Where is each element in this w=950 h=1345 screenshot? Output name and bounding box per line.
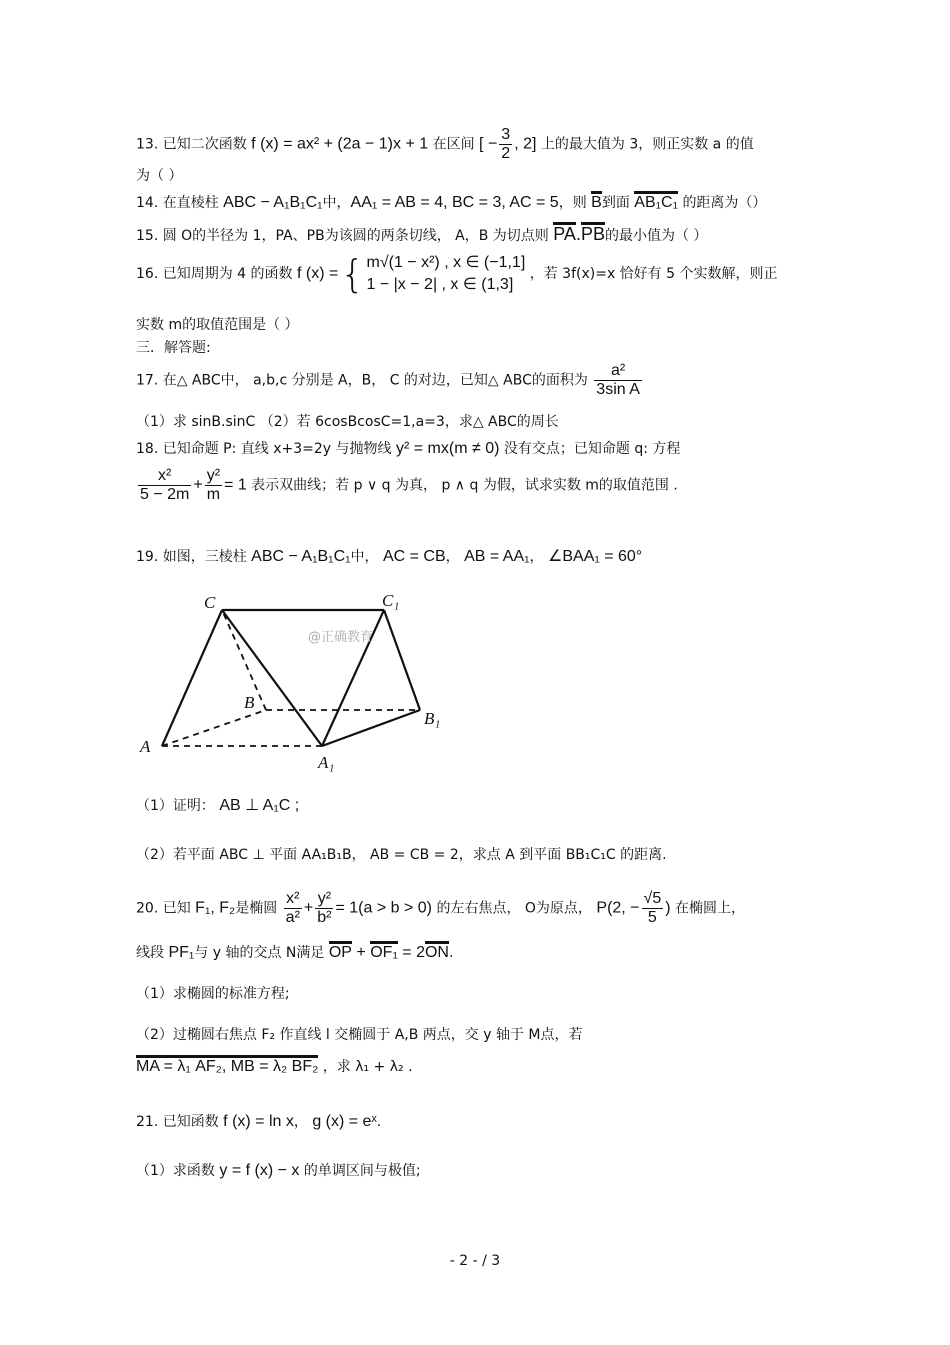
q21-end: . xyxy=(376,1114,382,1130)
q20-p-point: P(2, − xyxy=(596,899,640,917)
q16-line1 xyxy=(136,252,778,296)
q18-parabola: y² = mx(m ≠ 0) xyxy=(395,440,500,457)
q21-part1-suffix: 的单调区间与极值; xyxy=(303,1163,421,1179)
q15-line xyxy=(136,225,707,245)
q20-eq: = 1(a > b > 0) xyxy=(335,899,432,917)
page-footer: - 2 - / 3 xyxy=(449,1253,501,1269)
q20-foci: F₁, F₂ xyxy=(195,899,236,917)
q20-frac-y-den: b² xyxy=(317,909,332,926)
q20-line2-prefix: 线段 xyxy=(136,945,164,961)
q20-vec-on: ON xyxy=(424,944,449,961)
q19-prefix: 19. 如图，三棱柱 xyxy=(136,549,247,565)
q20-part2-end: ，求 λ₁ + λ₂ . xyxy=(322,1059,413,1075)
q18-frac-x-den: 5 − 2m xyxy=(140,486,190,503)
q20-part2-formula-line xyxy=(136,1058,413,1076)
q18-frac-x xyxy=(138,467,191,504)
q16-line2: 实数 m的取值范围是（ ） xyxy=(136,317,299,333)
q14-to-plane: 到面 xyxy=(601,195,630,211)
q21-sep: ， xyxy=(293,1114,308,1130)
q13-interval-close: , 2] xyxy=(514,135,537,153)
q19-part1-label: （1）证明： xyxy=(136,798,215,814)
q13-line1 xyxy=(136,126,754,163)
q20-part2-formula-a: MA = λ₁ AF₂ xyxy=(136,1058,222,1075)
q16-prefix: 16. 已知周期为 4 的函数 xyxy=(136,266,293,282)
q18-line2 xyxy=(136,467,678,504)
q20-prefix: 20. 已知 xyxy=(136,900,191,917)
q17-line2: （1）求 sinB.sinC （2）若 6cosBcosC=1,a=3，求△ ABC的周长 xyxy=(136,414,559,430)
q19-cond3: ∠BAA₁ = 60° xyxy=(548,548,643,565)
q20-part2: （2）过椭圆右焦点 F₂ 作直线 l 交椭圆于 A,B 两点，交 y 轴于 M点，若 xyxy=(136,1027,583,1043)
q13-mid: 在区间 xyxy=(432,136,475,153)
q20-vec-plus: + xyxy=(351,944,371,961)
q14-suffix: 的距离为（） xyxy=(682,195,767,211)
label-a1: A₁ xyxy=(318,753,335,772)
q20-part2-formula-b: , MB = λ₂ BF₂ xyxy=(221,1058,319,1075)
q20-mid: 的左右焦点， O为原点， xyxy=(436,900,592,917)
q20-suffix: 在椭圆上， xyxy=(675,900,745,917)
label-b: B xyxy=(244,693,255,712)
q16-piecewise xyxy=(367,252,526,296)
q16-brace: { xyxy=(340,252,365,296)
q18-text2: 表示双曲线；若 p ∨ q 为真， p ∧ q 为假，试求实数 m的取值范围 . xyxy=(251,477,678,494)
q19-cond1: AC = CB xyxy=(382,548,446,565)
q14-conditions: AA₁ = AB = 4, BC = 3, AC = 5 xyxy=(350,194,559,211)
q14-point: B xyxy=(591,194,602,211)
q20-pf1: PF₁ xyxy=(168,944,195,961)
figure-watermark: @正确教育 xyxy=(308,630,374,645)
q21-g: g (x) = eˣ xyxy=(312,1113,377,1130)
q21-prefix: 21. 已知函数 xyxy=(136,1114,219,1130)
q18-eq: = 1 xyxy=(224,476,247,494)
edge-a-b xyxy=(162,710,266,746)
q17-frac-den: 3sin A xyxy=(596,381,640,398)
q14-line xyxy=(136,194,766,212)
q17-line1 xyxy=(136,362,644,399)
q20-line2-mid: 与 y 轴的交点 N满足 xyxy=(194,945,325,961)
q16-case1: m√(1 − x²) , x ∈ (−1,1] xyxy=(366,254,526,271)
q19-mid: 中， xyxy=(350,549,379,565)
q20-part1: （1）求椭圆的标准方程; xyxy=(136,986,290,1002)
q21-part1 xyxy=(136,1162,421,1180)
q21-part1-formula: y = f (x) − x xyxy=(219,1162,300,1179)
q20-frac-x-num: x² xyxy=(284,890,302,909)
q14-plane: AB₁C₁ xyxy=(634,194,678,211)
q17-area-fraction xyxy=(594,362,642,399)
q20-line1 xyxy=(136,890,745,927)
q13-frac-num: 3 xyxy=(501,126,511,143)
q18-frac-y xyxy=(205,467,222,504)
q15-dot: . xyxy=(575,224,581,244)
label-c: C xyxy=(204,593,216,612)
q15-suffix: 的最小值为（ ） xyxy=(604,228,708,244)
q13-fraction xyxy=(499,126,512,163)
q19-part1 xyxy=(136,797,299,815)
q18-prefix: 18. 已知命题 P: 直线 x+3=2y 与抛物线 xyxy=(136,441,392,457)
q14-then: ，则 xyxy=(558,195,587,211)
q20-p-den: 5 xyxy=(647,909,657,926)
q21-part1-prefix: （1）求函数 xyxy=(136,1163,215,1179)
q20-vec-eq: = 2 xyxy=(397,944,425,961)
q15-text: 15. 圆 O的半径为 1，PA、PB为该圆的两条切线， A，B 为切点则 xyxy=(136,228,549,244)
q20-line2-end: . xyxy=(448,945,454,961)
q19-sep1: ， xyxy=(445,549,460,565)
q20-is-ellipse: 是椭圆 xyxy=(235,900,278,917)
q20-p-fraction xyxy=(642,890,664,927)
q15-vec-pb: PB xyxy=(580,224,605,244)
label-c1: C₁ xyxy=(382,591,400,610)
q20-frac-y-num: y² xyxy=(315,890,333,909)
q20-frac-y xyxy=(315,890,333,927)
q17-text: 17. 在△ ABC中， a,b,c 分别是 A，B， C 的对边，已知△ ABC的面积为 xyxy=(136,372,588,389)
q18-frac-y-den: m xyxy=(206,486,221,503)
q13-line2: 为（ ） xyxy=(136,168,183,184)
q19-sep2: ， xyxy=(529,549,544,565)
q18-frac-y-num: y² xyxy=(206,467,221,484)
q20-p-num: √5 xyxy=(643,890,662,907)
q20-p-close: ) xyxy=(665,899,671,917)
edge-c-a1 xyxy=(222,610,322,746)
q20-frac-x xyxy=(284,890,302,927)
q13-suffix: 上的最大值为 3，则正实数 a 的值 xyxy=(540,136,754,153)
q19-prism: ABC − A₁B₁C₁ xyxy=(251,548,351,565)
q13-frac-den: 2 xyxy=(501,145,511,162)
q20-frac-x-den: a² xyxy=(285,909,300,926)
q19-part1-formula: AB ⊥ A₁C ; xyxy=(219,797,300,814)
q13-prefix: 13. 已知二次函数 xyxy=(136,136,247,153)
q20-plus: + xyxy=(303,899,314,917)
q19-line xyxy=(136,548,642,566)
q19-cond2: AB = AA₁ xyxy=(464,548,530,565)
q20-vec-op: OP xyxy=(328,944,352,961)
prism-figure xyxy=(136,586,446,776)
q17-frac-num: a² xyxy=(594,362,642,381)
q14-prefix: 14. 在直棱柱 xyxy=(136,195,219,211)
q16-fx: f (x) = xyxy=(296,265,339,282)
q21-line xyxy=(136,1113,381,1131)
section-3-heading: 三．解答题: xyxy=(136,340,211,356)
q13-formula: f (x) = ax² + (2a − 1)x + 1 xyxy=(251,135,429,153)
q20-line2 xyxy=(136,944,453,962)
q13-interval-open: [ − xyxy=(479,135,498,153)
q14-mid: 中， xyxy=(322,195,351,211)
q18-mid: 没有交点；已知命题 q: 方程 xyxy=(503,441,681,457)
q18-line1 xyxy=(136,440,680,458)
q15-vec-pa: PA xyxy=(553,224,576,244)
label-a: A xyxy=(140,737,151,756)
q20-vec-of1: OF₁ xyxy=(370,944,398,961)
q18-frac-x-num: x² xyxy=(138,467,191,486)
q18-plus: + xyxy=(193,476,203,494)
edge-c-a xyxy=(162,610,222,746)
q16-case2: 1 − |x − 2| , x ∈ (1,3] xyxy=(366,276,514,293)
label-b1: B₁ xyxy=(424,709,441,728)
edge-c1-b1 xyxy=(384,610,420,710)
q19-part2: （2）若平面 ABC ⊥ 平面 AA₁B₁B， AB = CB = 2，求点 A 到平面 BB₁C₁C 的距离. xyxy=(136,847,667,863)
q21-f: f (x) = ln x xyxy=(223,1113,294,1130)
q14-prism: ABC − A₁B₁C₁ xyxy=(223,194,323,211)
q16-suffix: ，若 3f(x)=x 恰好有 5 个实数解，则正 xyxy=(529,266,778,282)
